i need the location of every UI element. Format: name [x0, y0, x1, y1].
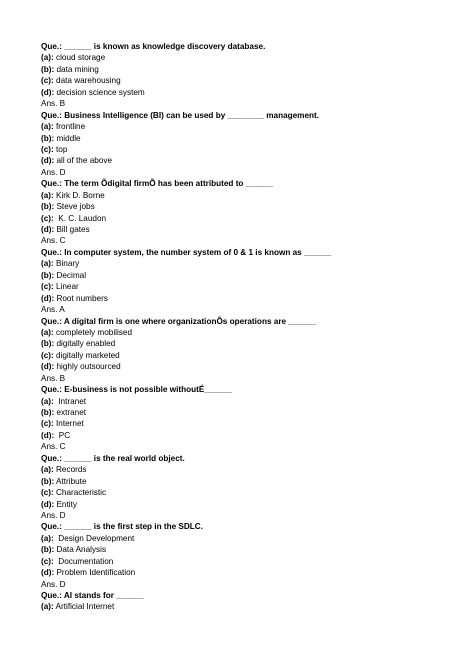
option-label: (c): [41, 282, 54, 292]
option-text: decision science system [54, 87, 145, 97]
option-text: Entity [54, 499, 77, 509]
option-text: Artificial Internet [53, 602, 115, 612]
option-line [41, 464, 474, 475]
question-text: Que.: E-business is not possible withoutÉ______ [41, 385, 232, 395]
option-label: (b): [41, 270, 55, 280]
option-label: (a): [41, 602, 54, 612]
option-text: Linear [53, 282, 79, 292]
option-line [41, 213, 474, 224]
option-label: (a): [41, 190, 54, 200]
question-block [41, 521, 474, 590]
option-text: Intranet [53, 396, 87, 406]
answer-text: Ans. D [41, 510, 66, 520]
option-line [41, 418, 474, 429]
option-line [41, 144, 474, 155]
question-block [41, 453, 474, 522]
question-block [41, 178, 474, 247]
answer-text: Ans. B [41, 99, 66, 109]
question-text: Que.: Business Intelligence (BI) can be used by ________ management. [41, 110, 320, 120]
question-text: Que.: ______ is known as knowledge discovery database. [41, 42, 266, 51]
option-text: Decimal [54, 270, 87, 280]
option-line [41, 567, 474, 578]
option-label: (d): [41, 225, 55, 234]
option-label: (d): [41, 87, 55, 97]
option-line [41, 544, 474, 555]
question-text: Que.: AI stands for ______ [41, 591, 144, 600]
answer-text: Ans. B [41, 373, 66, 383]
option-label: (a): [41, 396, 54, 406]
option-line [41, 270, 474, 281]
option-text: Design Development [53, 533, 135, 543]
option-label: (b): [41, 545, 55, 555]
option-label: (b): [41, 339, 55, 349]
option-line [41, 430, 474, 441]
option-text: completely mobilised [53, 327, 133, 337]
option-text: frontline [53, 122, 86, 132]
option-label: (d): [41, 430, 55, 440]
option-line [41, 350, 474, 361]
option-text: digitally enabled [54, 339, 116, 349]
option-text: middle [54, 133, 81, 143]
question-text: Que.: ______ is the real world object. [41, 453, 185, 463]
option-line [41, 190, 474, 201]
option-text: digitally marketed [53, 350, 120, 360]
option-text: Bill gates [54, 225, 90, 234]
option-text: data mining [54, 64, 99, 74]
option-line [41, 133, 474, 144]
question-block [41, 384, 474, 453]
option-line [41, 293, 474, 304]
option-line [41, 533, 474, 544]
option-text: Records [53, 465, 87, 475]
option-line [41, 258, 474, 269]
option-line [41, 487, 474, 498]
option-line [41, 155, 474, 166]
question-block [41, 41, 474, 110]
option-text: Data Analysis [54, 545, 107, 555]
option-text: top [53, 144, 68, 154]
option-label: (d): [41, 293, 55, 303]
option-line [41, 499, 474, 510]
answer-text: Ans. C [41, 236, 66, 246]
question-block [41, 316, 474, 385]
option-line [41, 601, 474, 612]
option-label: (d): [41, 568, 55, 578]
question-text: Que.: ______ is the first step in the SDLC. [41, 522, 203, 532]
option-label: (c): [41, 488, 54, 498]
option-line [41, 396, 474, 407]
question-block [41, 247, 474, 316]
option-label: (c): [41, 350, 54, 360]
option-label: (d): [41, 499, 55, 509]
option-label: (c): [41, 144, 54, 154]
option-label: (d): [41, 156, 55, 166]
option-label: (b): [41, 408, 55, 417]
option-line [41, 281, 474, 292]
option-line [41, 121, 474, 132]
question-block [41, 110, 474, 179]
option-line [41, 201, 474, 212]
option-text: Documentation [53, 556, 114, 566]
option-label: (a): [41, 53, 54, 63]
option-text: Attribute [54, 476, 87, 486]
option-line [41, 75, 474, 86]
option-text: PC [54, 430, 71, 440]
option-label: (d): [41, 362, 55, 372]
option-label: (b): [41, 476, 55, 486]
option-line [41, 407, 474, 418]
question-block [41, 590, 474, 613]
option-label: (a): [41, 533, 54, 543]
option-line [41, 361, 474, 372]
option-label: (c): [41, 419, 54, 429]
question-text: Que.: The term Õdigital firmÕ has been attributed to ______ [41, 179, 274, 189]
option-label: (c): [41, 213, 54, 223]
option-text: Problem Identification [54, 568, 136, 578]
option-text: all of the above [54, 156, 112, 166]
option-text: Characteristic [53, 488, 107, 498]
option-line [41, 52, 474, 63]
option-label: (b): [41, 202, 55, 212]
option-label: (a): [41, 327, 54, 337]
option-text: K. C. Laudon [53, 213, 107, 223]
answer-text: Ans. C [41, 442, 66, 452]
answer-text: Ans. D [41, 579, 66, 589]
option-text: data warehousing [53, 76, 121, 86]
question-text: Que.: A digital firm is one where organizationÕs operations are ______ [41, 316, 316, 326]
option-text: Internet [53, 419, 84, 429]
option-line [41, 64, 474, 75]
option-line [41, 338, 474, 349]
option-text: Binary [53, 259, 80, 269]
option-line [41, 327, 474, 338]
option-line [41, 556, 474, 567]
option-text: Steve jobs [54, 202, 95, 212]
option-label: (c): [41, 556, 54, 566]
option-text: cloud storage [53, 53, 106, 63]
option-text: Root numbers [54, 293, 108, 303]
option-line [41, 224, 474, 235]
option-text: highly outsourced [54, 362, 121, 372]
option-label: (a): [41, 465, 54, 475]
option-line [41, 87, 474, 98]
option-text: extranet [54, 408, 87, 417]
question-text: Que.: In computer system, the number system of 0 & 1 is known as ______ [41, 247, 332, 257]
option-label: (b): [41, 133, 55, 143]
option-label: (c): [41, 76, 54, 86]
option-label: (a): [41, 259, 54, 269]
option-text: Kirk D. Borne [53, 190, 105, 200]
option-label: (a): [41, 122, 54, 132]
answer-text: Ans. D [41, 167, 66, 177]
answer-text: Ans. A [41, 305, 65, 315]
option-label: (b): [41, 64, 55, 74]
option-line [41, 476, 474, 487]
